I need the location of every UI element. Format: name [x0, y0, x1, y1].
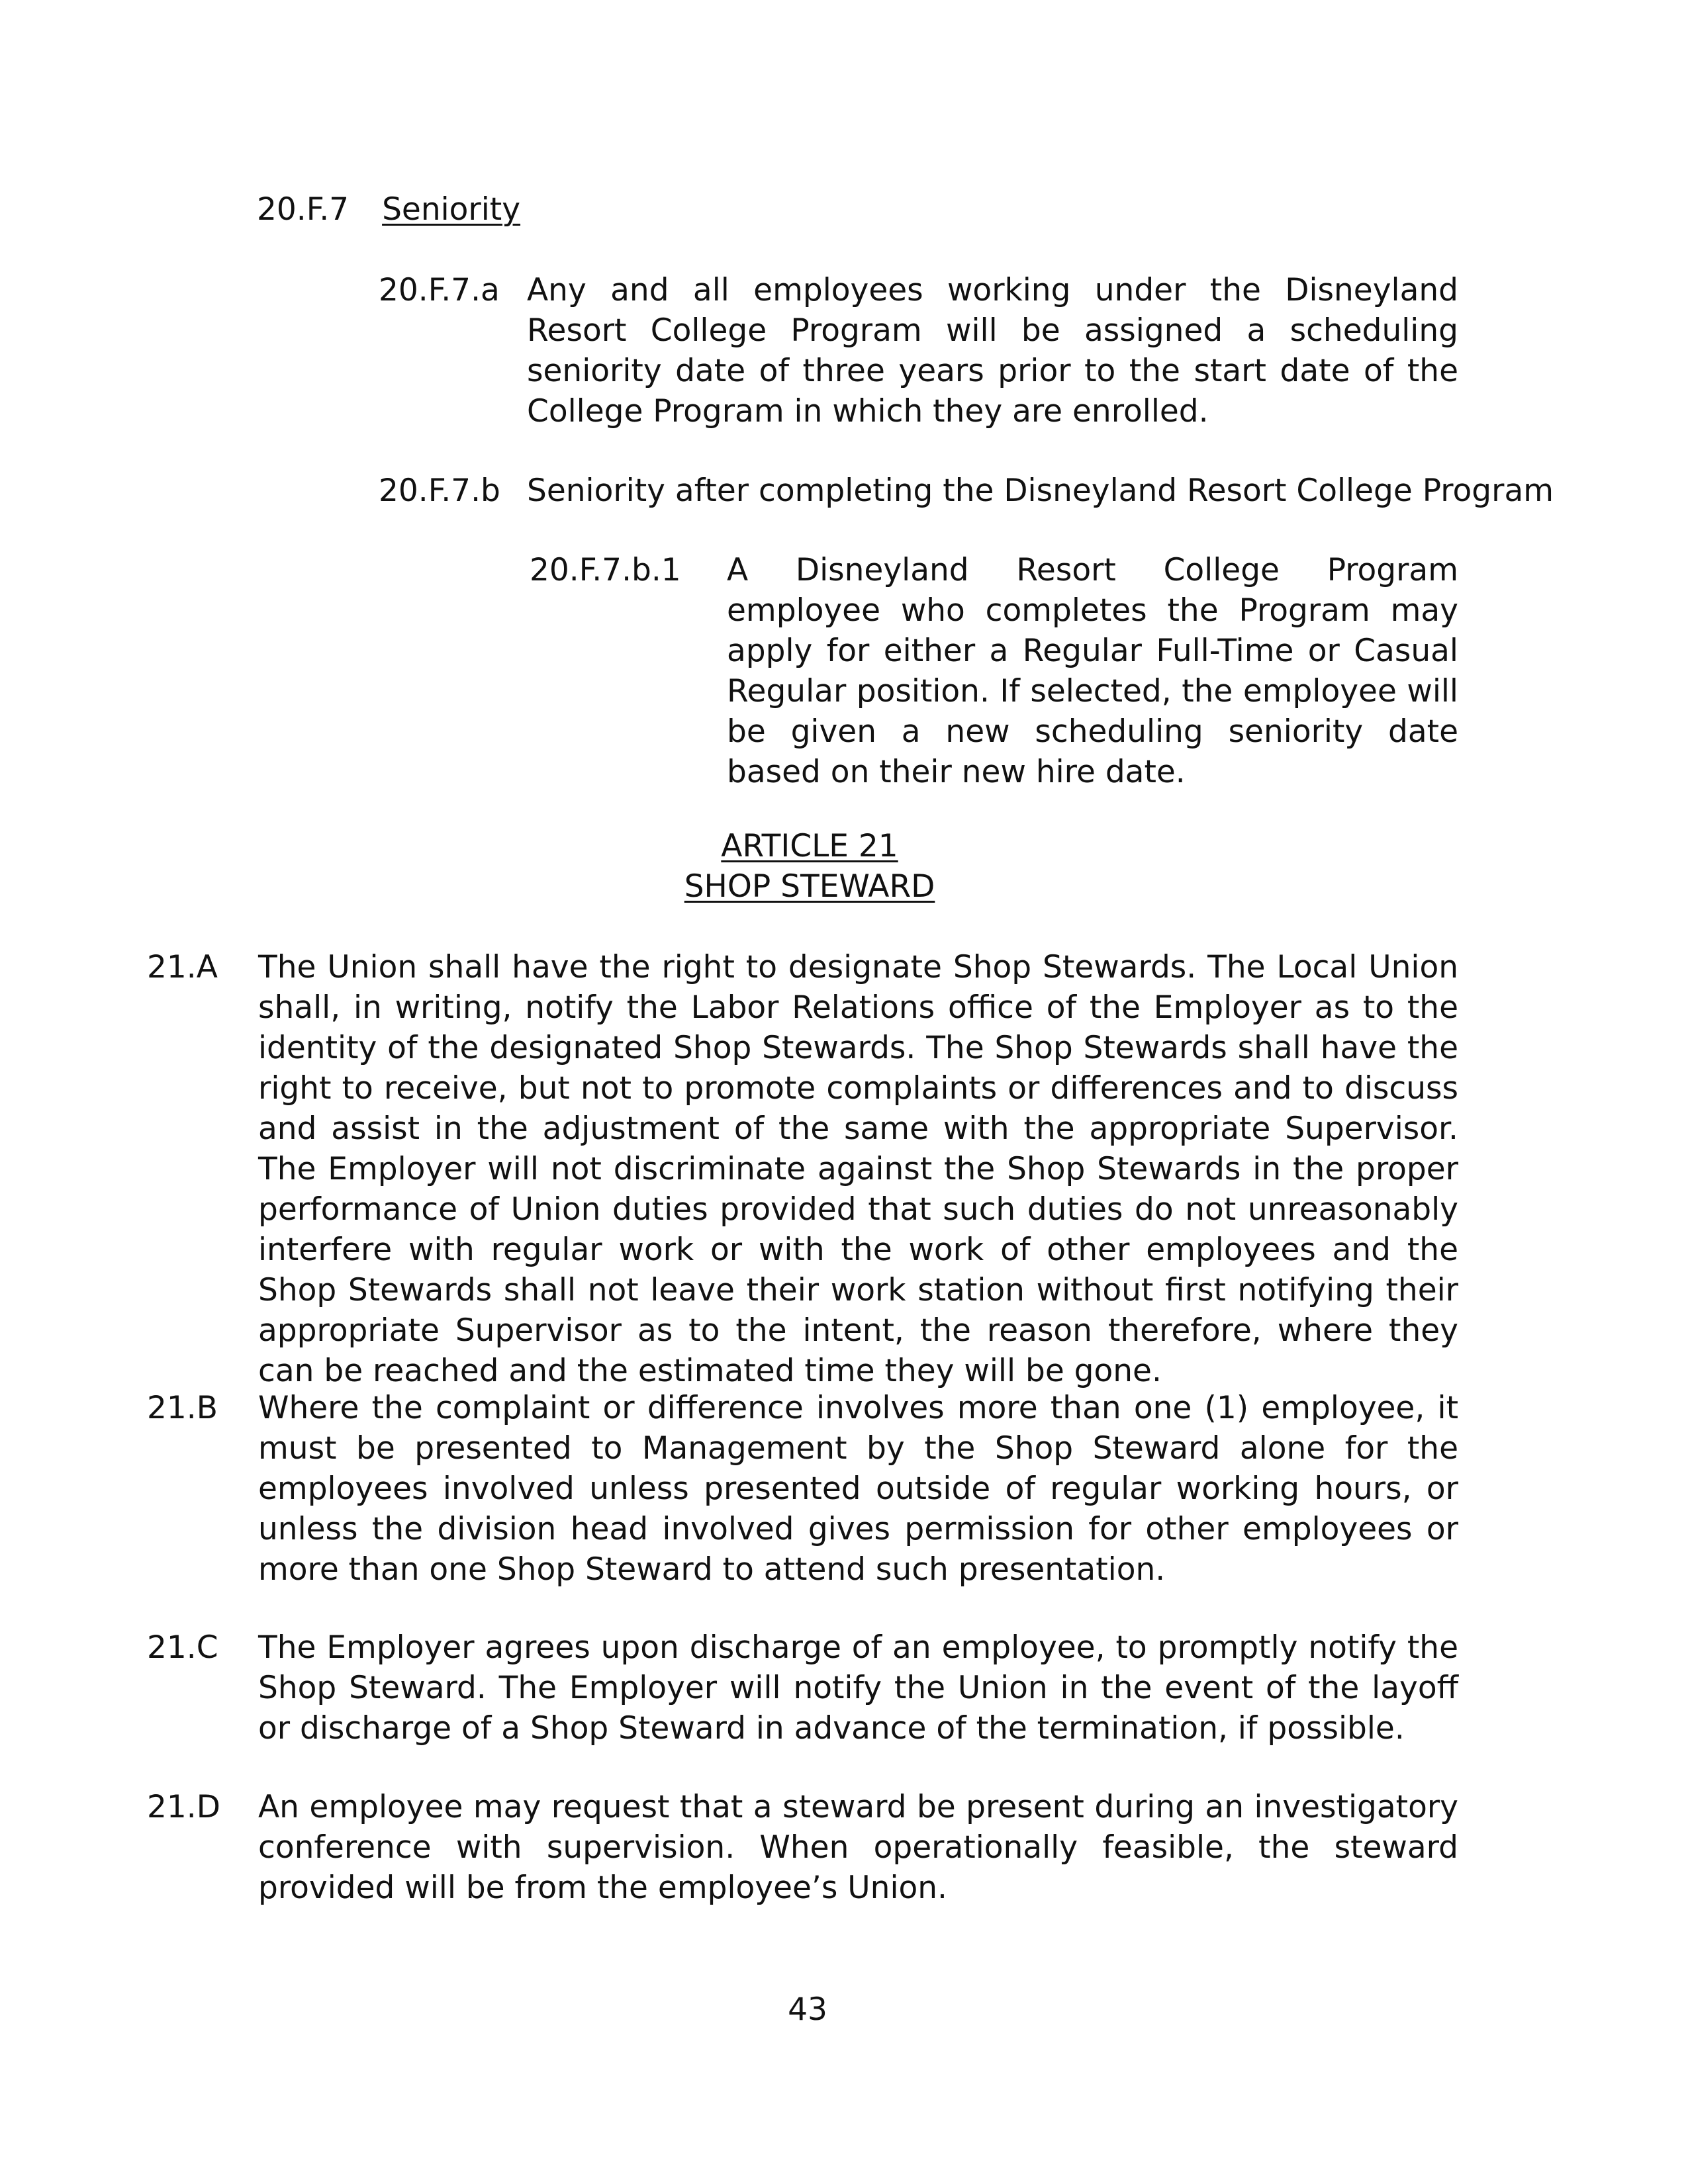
clause-number-20f7b: 20.F.7.b [379, 473, 500, 509]
clause-number-20f7b1: 20.F.7.b.1 [530, 552, 681, 588]
section-number: 20.F.7 [257, 191, 350, 228]
section-number-21b: 21.B [147, 1390, 218, 1426]
section-number-21c: 21.C [147, 1629, 218, 1666]
page-number: 43 [788, 1991, 827, 2028]
section-text-21b: Where the complaint or difference involves more than one (1) employee, it must be presented to Management by the Shop Steward alone for the employees involved unless presented outside of regular working hours, or unless the division head involved gives permission for other employees or more than one Shop Steward to attend such presentation. [258, 1390, 1458, 1588]
section-text-21d: An employee may request that a steward be present during an investigatory conference with supervision. When operationally feasible, the steward provided will be from the employee’s Union. [258, 1789, 1458, 1906]
section-text-21a: The Union shall have the right to designate Shop Stewards. The Local Union shall, in writing, notify the Labor Relations office of the Employer as to the identity of the designated Shop Stewards. The Shop Stewards shall have the right to receive, but not to promote complaints or differences and to discuss and assist in the adjustment of the same with the appropriate Supervisor. The Employer will not discriminate against the Shop Stewards in the proper performance of Union duties provided that such duties do not unreasonably interfere with regular work or with the work of other employees and the Shop Stewards shall not leave their work station without first notifying their appropriate Supervisor as to the intent, the reason therefore, where they can be reached and the estimated time they will be gone. [258, 949, 1458, 1389]
section-number-21d: 21.D [147, 1789, 220, 1825]
section-number-21a: 21.A [147, 949, 218, 985]
clause-text-20f7a: Any and all employees working under the Disneyland Resort College Program will be assigned a scheduling seniority date of three years prior to the start date of the College Program in which they are enrolled. [527, 272, 1458, 430]
section-title: Seniority [382, 191, 521, 228]
clause-text-20f7b1: A Disneyland Resort College Program employee who completes the Program may apply for either a Regular Full-Time or Casual Regular position. If selected, the employee will be given a new scheduling seniority date based on their new hire date. [727, 552, 1458, 790]
article-title: SHOP STEWARD [684, 868, 935, 905]
clause-number-20f7a: 20.F.7.a [379, 272, 500, 308]
section-heading-20f7 [257, 189, 520, 230]
clause-text-20f7b: Seniority after completing the Disneyland Resort College Program [527, 473, 1554, 509]
article-heading: ARTICLE 21 [721, 828, 898, 864]
section-text-21c: The Employer agrees upon discharge of an employee, to promptly notify the Shop Steward. The Employer will notify the Union in the event of the layoff or discharge of a Shop Steward in advance of the termination, if possible. [258, 1629, 1458, 1747]
